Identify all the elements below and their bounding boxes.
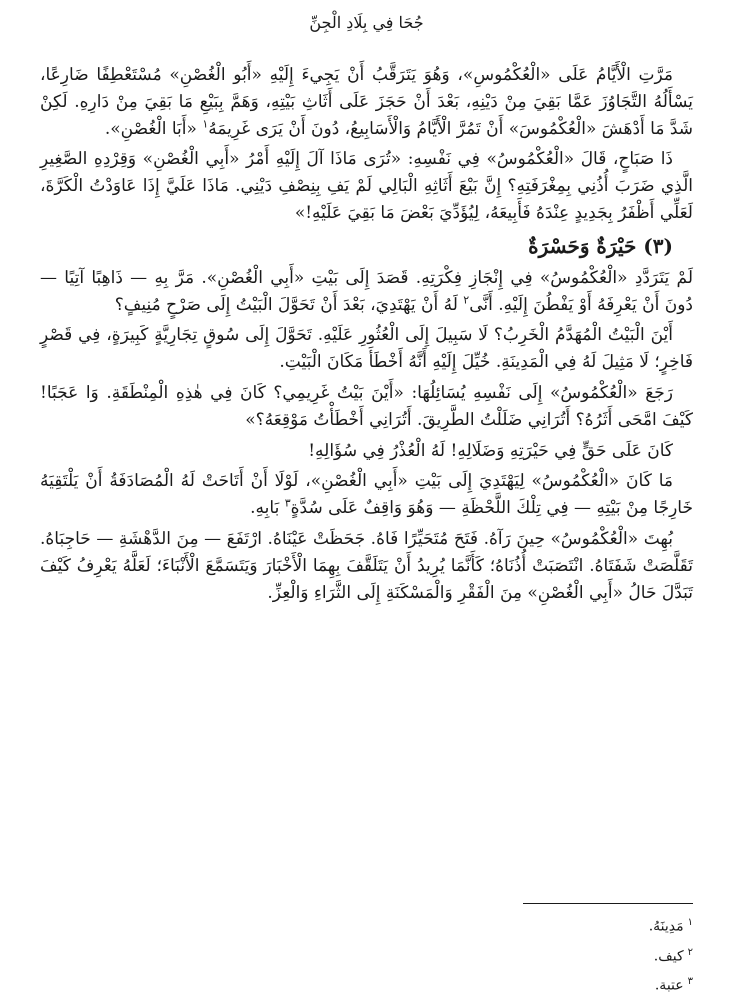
paragraph: [40, 468, 693, 522]
paragraph-text: مَرَّتِ الْأَيَّامُ عَلَى «الْعُكْمُوسِ»، وَهُوَ يَتَرَقَّبُ أَنْ يَجِيءَ إِلَيْهِ «أَبُو الْغُصْنِ» مُسْتَعْطِفًا ضَارِعًا، يَسْأَلُهُ التَّجَاوُزَ عَمَّا بَقِيَ مِنْ دَيْنِهِ، بَعْدَ أَنْ حَجَزَ عَلَى أَثَاثِ بَيْتِهِ، وَهَمَّ بِبَيْعِ مَا بَقِيَ مِنْ دَارِهِ. لَكِنْ شَدَّ مَا أَدْهَشَ «الْعُكْمُوسَ» أَنْ تَمُرَّ الْأَيَّامُ وَالْأَسَابِيعُ، دُونَ أَنْ يَرَى غَرِيمَهُ: [40, 65, 693, 139]
footnote: [40, 969, 693, 999]
footnote-number: ١: [687, 917, 693, 928]
paragraph: أَيْنَ الْبَيْتُ الْمُهَدَّمُ الْخَرِبُ؟ لَا سَبِيلَ إِلَى الْعُثُورِ عَلَيْهِ. تَحَوَّلَ إِلَى سُوقٍ تِجَارِيَّةٍ كَبِيرَةٍ، فِي قَصْرٍ فَاخِرٍ؛ لَا مَثِيلَ لَهُ فِي الْمَدِينَةِ. خُيِّلَ إِلَيْهِ أَنَّهُ أَخْطَأَ مَكَانَ الْبَيْتِ.: [40, 325, 693, 373]
footnote-text: مَدِينَهُ.: [648, 918, 684, 935]
paragraph: رَجَعَ «الْعُكْمُوسُ» إِلَى نَفْسِهِ يُسَائِلُهَا: «أَيْنَ بَيْتُ غَرِيمِي؟ كَانَ فِي هٰذِهِ الْمِنْطَقَةِ. وَا عَجَبًا! كَيْفَ امَّحَى أَثَرُهُ؟ أَتُرَانِي ضَلَلْتُ الطَّرِيقَ. أَتُرَانِي أَخْطَأْتُ مَوْقِعَهُ؟»: [40, 382, 693, 430]
section-heading: (٣) حَيْرَةٌ وَحَسْرَةٌ: [528, 233, 673, 258]
footnote-number: ٣: [687, 976, 693, 988]
paragraph-text: لَمْ يَتَرَدَّدِ «الْعُكْمُوسُ» فِي إِنْجَازِ فِكْرَتِهِ. قَصَدَ إِلَى بَيْتِ «أَبِي الْغُصْنِ». مَرَّ بِهِ — ذَاهِبًا آتِيًا — دُونَ أَنْ يَعْرِفَهُ أَوْ يَفْطُنَ إِلَيْهِ. أَنَّى: [40, 267, 693, 315]
paragraph: بُهِتَ «الْعُكْمُوسُ» حِينَ رَآهُ. فَتَحَ مُتَحَيِّرًا فَاهُ. جَحَظَتْ عَيْنَاهُ. ارْتَفَعَ — مِنَ الدَّهْشَةِ — حَاجِبَاهُ. تَقَلَّصَتْ شَفَتَاهُ. انْتَصَبَتْ أُذُنَاهُ؛ كَأَنَّمَا يُرِيدُ أَنْ يَتَلَقَّفَ بِهِمَا الْأَخْبَارَ وَيَتَسَمَّعَ الْأَنْبَاءَ؛ لَعَلَّهُ يَعْرِفُ كَيْفَ تَبَدَّلَ حَالُ «أَبِي الْغُصْنِ» مِنَ الْفَقْرِ وَالْمَسْكَنَةِ إِلَى الثَّرَاءِ وَالْعِزِّ.: [40, 528, 693, 603]
footnote-text: عتبة.: [654, 977, 684, 994]
paragraph: ذَا صَبَاحٍ، قَالَ «الْعُكْمُوسُ» فِي نَفْسِهِ: «تُرَى مَاذَا آلَ إِلَيْهِ أَمْرُ «أَبِي الْغُصْنِ» وَقِرْدِهِ الصَّغِيرِ الَّذِي ضَرَبَ أُذُنِي بِمِغْرَفَتِهِ؟ إِنَّ بَيْعَ أَثَاثِهِ الْبَالِي لَمْ يَفِ بِنِصْفِ دَيْنِي. مَاذَا عَلَيَّ إِذَا عَاوَدْتُ الْكَرَّةَ، لَعَلِّي أَظْفَرُ بِجَدِيدٍ عِنْدَهُ فَأَبِيعَهُ، لِيُؤَدِّيَ بَعْضَ مَا بَقِيَ عَلَيْهِ!»: [40, 149, 693, 223]
footnote-number: ٢: [687, 946, 693, 958]
footnote: [40, 910, 693, 940]
paragraph-text: لَهُ أَنْ يَهْتَدِيَ، بَعْدَ أَنْ تَحَوَّلَ الْبَيْتُ إِلَى صَرْحٍ مُنِيفٍ؟: [114, 294, 464, 315]
footnote-divider: [523, 903, 693, 904]
body-text: [40, 62, 693, 610]
footnote: [40, 940, 693, 970]
paragraph: [40, 62, 693, 142]
footnote-text: كيف.: [653, 948, 684, 965]
paragraph: كَانَ عَلَى حَقٍّ فِي حَيْرَتِهِ وَضَلَالِهِ! لَهُ الْعُذْرُ فِي سُؤَالِهِ!: [308, 440, 673, 461]
paragraph: [40, 265, 693, 319]
running-header: جُحَا فِي بِلَادِ الْجِنِّ: [309, 13, 424, 32]
paragraph-text: بَابِهِ.: [250, 498, 285, 519]
footnote-ref: ١: [202, 116, 209, 130]
paragraph-text: «أَبَا الْغُصْنِ».: [104, 118, 203, 139]
paragraph-text: مَا كَانَ «الْعُكْمُوسُ» لِيَهْتَدِيَ إِلَى بَيْتِ «أَبِي الْغُصْنِ»، لَوْلَا أَنْ أَتَاحَتْ لَهُ الْمُصَادَفَةُ أَنْ يَلْتَقِيَهُ خَارِجًا مِنْ بَيْتِهِ — فِي تِلْكَ اللَّحْظَةِ — وَهُوَ وَاقِفٌ عَلَى سُدَّةٍ: [40, 471, 693, 519]
footnotes: [40, 910, 693, 999]
footnote-ref: ٣: [284, 496, 291, 510]
footnote-ref: ٢: [463, 292, 470, 306]
book-page: [40, 0, 693, 1000]
